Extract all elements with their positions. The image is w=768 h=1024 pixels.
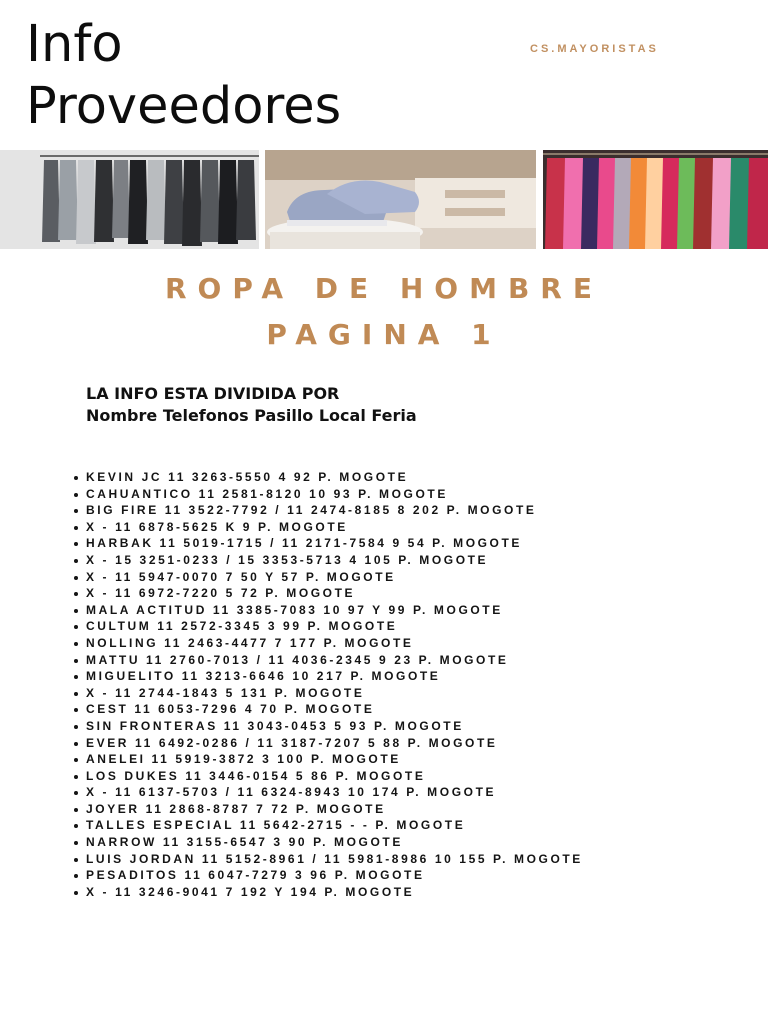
page-number-heading: PAGINA 1 [266, 318, 502, 351]
intro-line-1: LA INFO ESTA DIVIDIDA POR [86, 384, 340, 403]
list-item: X - 11 5947-0070 7 50 Y 57 P. MOGOTE [72, 569, 762, 586]
list-item: EVER 11 6492-0286 / 11 3187-7207 5 88 P. MOGOTE [72, 735, 762, 752]
list-item: ANELEI 11 5919-3872 3 100 P. MOGOTE [72, 751, 762, 768]
list-item: CEST 11 6053-7296 4 70 P. MOGOTE [72, 701, 762, 718]
photo-banner [0, 150, 768, 249]
list-item: LUIS JORDAN 11 5152-8961 / 11 5981-8986 10 155 P. MOGOTE [72, 851, 762, 868]
intro-line-2: Nombre Telefonos Pasillo Local Feria [86, 406, 417, 425]
list-item: CULTUM 11 2572-3345 3 99 P. MOGOTE [72, 618, 762, 635]
title-line-2: Proveedores [26, 77, 342, 136]
list-item: MALA ACTITUD 11 3385-7083 10 97 Y 99 P. MOGOTE [72, 602, 762, 619]
list-item: MATTU 11 2760-7013 / 11 4036-2345 9 23 P. MOGOTE [72, 652, 762, 669]
list-item: NARROW 11 3155-6547 3 90 P. MOGOTE [72, 834, 762, 851]
list-item: SIN FRONTERAS 11 3043-0453 5 93 P. MOGOTE [72, 718, 762, 735]
brand-label: CS.MAYORISTAS [530, 43, 659, 55]
list-item: X - 11 3246-9041 7 192 Y 194 P. MOGOTE [72, 884, 762, 901]
clothes-rack-photo [0, 150, 259, 249]
list-item: BIG FIRE 11 3522-7792 / 11 2474-8185 8 202 P. MOGOTE [72, 502, 762, 519]
list-item: NOLLING 11 2463-4477 7 177 P. MOGOTE [72, 635, 762, 652]
title-line-1: Info [26, 15, 123, 74]
list-item: TALLES ESPECIAL 11 5642-2715 - - P. MOGOTE [72, 817, 762, 834]
section-heading: ROPA DE HOMBRE [165, 272, 603, 305]
list-item: X - 11 6972-7220 5 72 P. MOGOTE [72, 585, 762, 602]
list-item: MIGUELITO 11 3213-6646 10 217 P. MOGOTE [72, 668, 762, 685]
list-item: X - 11 6878-5625 K 9 P. MOGOTE [72, 519, 762, 536]
list-item: HARBAK 11 5019-1715 / 11 2171-7584 9 54 P. MOGOTE [72, 535, 762, 552]
list-item: X - 11 2744-1843 5 131 P. MOGOTE [72, 685, 762, 702]
page-title [26, 14, 341, 138]
list-item: PESADITOS 11 6047-7279 3 96 P. MOGOTE [72, 867, 762, 884]
list-item: CAHUANTICO 11 2581-8120 10 93 P. MOGOTE [72, 486, 762, 503]
sneakers-photo [265, 150, 536, 249]
colorful-clothes-photo [543, 150, 768, 249]
list-item: LOS DUKES 11 3446-0154 5 86 P. MOGOTE [72, 768, 762, 785]
intro-text [86, 383, 417, 427]
list-item: X - 11 6137-5703 / 11 6324-8943 10 174 P. MOGOTE [72, 784, 762, 801]
list-item: X - 15 3251-0233 / 15 3353-5713 4 105 P. MOGOTE [72, 552, 762, 569]
list-item: JOYER 11 2868-8787 7 72 P. MOGOTE [72, 801, 762, 818]
provider-list [72, 469, 762, 900]
list-item: KEVIN JC 11 3263-5550 4 92 P. MOGOTE [72, 469, 762, 486]
